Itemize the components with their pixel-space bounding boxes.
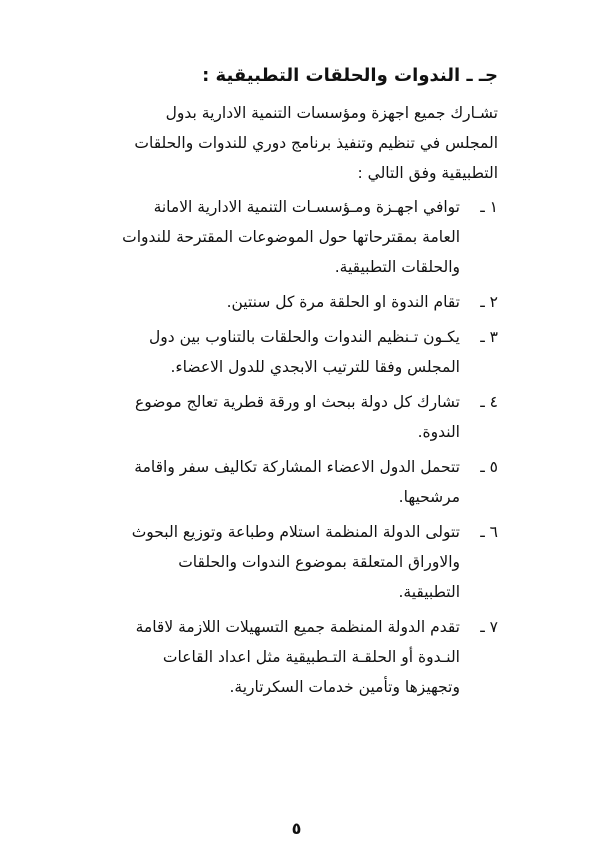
list-item: [78, 287, 498, 317]
item-line: تقدم الدولة المنظمة جميع التسهيلات اللازمة لاقامة: [135, 618, 460, 636]
item-line: والحلقات التطبيقية.: [334, 258, 460, 276]
item-text: [78, 387, 460, 447]
item-line: تتحمل الدول الاعضاء المشاركة تكاليف سفر واقامة: [134, 458, 460, 476]
intro-paragraph: [78, 98, 498, 188]
intro-line: تشـارك جميع اجهزة ومؤسسات التنمية الادارية بدول: [165, 104, 498, 122]
list-item: [78, 322, 498, 382]
item-line: توافي اجهـزة ومـؤسسـات التنمية الادارية الامانة: [153, 198, 460, 216]
list-item: [78, 387, 498, 447]
item-line: تشارك كل دولة ببحث او ورقة قطرية تعالج موضوع: [134, 393, 460, 411]
intro-line: المجلس في تنظيم وتنفيذ برنامج دوري للندوات والحلقات: [134, 134, 498, 152]
item-line: يكـون تـنظيم الندوات والحلقات بالتناوب بين دول: [149, 328, 460, 346]
list-item: [78, 612, 498, 702]
numbered-list: [78, 192, 498, 707]
item-number: ٤ ـ: [480, 393, 498, 411]
item-line: وتجهيزها وتأمين خدمات السكرتارية.: [229, 678, 460, 696]
list-item: [78, 517, 498, 607]
item-line: المجلس وفقا للترتيب الابجدي للدول الاعضاء.: [170, 358, 460, 376]
item-line: الندوة.: [417, 423, 460, 441]
list-item: [78, 192, 498, 282]
list-item: [78, 452, 498, 512]
item-text: [78, 517, 460, 607]
item-text: [78, 612, 460, 702]
item-line: تقام الندوة او الحلقة مرة كل سنتين.: [226, 293, 460, 311]
item-number: ٥ ـ: [480, 458, 498, 476]
item-line: النـدوة أو الحلقـة التـطبيقية مثل اعداد القاعات: [162, 648, 460, 666]
item-number: ٦ ـ: [480, 523, 498, 541]
item-line: التطبيقية.: [398, 583, 460, 601]
section-heading: جـ ـ الندوات والحلقات التطبيقية :: [202, 65, 498, 86]
item-number: ٣ ـ: [480, 328, 498, 346]
intro-line: التطبيقية وفق التالي :: [357, 164, 498, 182]
item-number: ٧ ـ: [480, 618, 498, 636]
item-text: [78, 322, 460, 382]
item-text: [78, 287, 460, 317]
page-number: ٥: [291, 819, 302, 838]
item-text: [78, 192, 460, 282]
item-line: والاوراق المتعلقة بموضوع الندوات والحلقات: [178, 553, 460, 571]
item-text: [78, 452, 460, 512]
item-line: تتولى الدولة المنظمة استلام وطباعة وتوزيع البحوث: [131, 523, 460, 541]
item-number: ٢ ـ: [480, 293, 498, 311]
item-number: ١ ـ: [480, 198, 498, 216]
item-line: مرشحيها.: [398, 488, 460, 506]
item-line: العامة بمقترحاتها حول الموضوعات المقترحة للندوات: [122, 228, 460, 246]
